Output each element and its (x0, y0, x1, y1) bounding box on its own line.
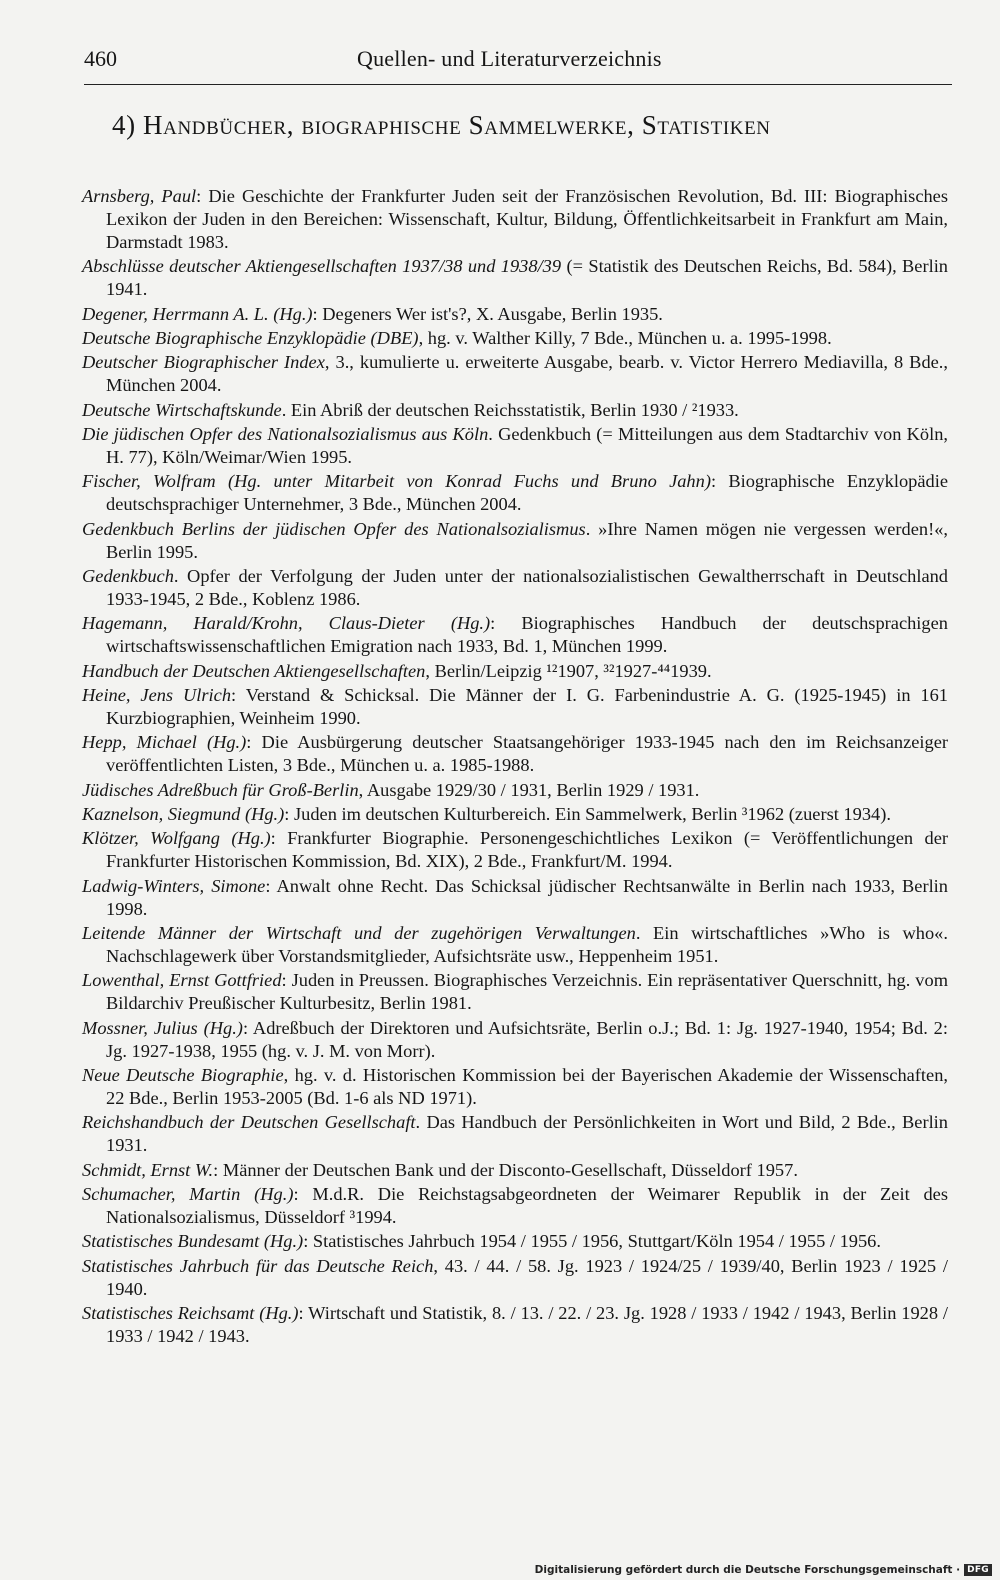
entry-separator: , (324, 352, 336, 373)
entry-author: Degener, Herrmann A. L. (Hg.) (82, 303, 313, 324)
bibliography-entry (82, 470, 948, 516)
entry-author: Neue Deutsche Biographie (82, 1065, 284, 1086)
entry-author: Handbuch der Deutschen Aktiengesellschaften (82, 660, 426, 681)
entry-separator: , (358, 779, 367, 800)
entry-text: Ein Abriß der deutschen Reichsstatistik, Berlin 1930 / ²1933. (290, 399, 739, 420)
section-heading: 4) Handbücher, biographische Sammelwerke, Statistiken (112, 110, 771, 140)
bibliography-entry (82, 779, 948, 802)
bibliography-entry (82, 922, 948, 968)
entry-separator: : (246, 732, 262, 753)
entry-separator: . (415, 1112, 427, 1133)
entry-author: Statistisches Bundesamt (Hg.) (82, 1231, 304, 1252)
entry-separator: . (635, 923, 654, 944)
entry-text: Berlin/Leipzig ¹²1907, ³²1927-⁴⁴1939. (434, 660, 712, 681)
dfg-logo: DFG (964, 1564, 992, 1576)
entry-author: Heine, Jens Ulrich (82, 685, 232, 706)
bibliography-entry (82, 660, 948, 683)
entry-separator: : (303, 1231, 313, 1252)
entry-separator: : (265, 875, 277, 896)
bibliography-list (82, 185, 948, 1349)
bibliography-entry (82, 399, 948, 422)
bibliography-entry (82, 731, 948, 777)
entry-text: Biographisches Handbuch der deutschsprachigen wirtschaftswissenschaftlichen Emigration nach 1933, Bd. 1, München 1999. (106, 613, 948, 657)
bibliography-entry (82, 185, 948, 254)
entry-text: M.d.R. Die Reichstagsabgeordneten der Weimarer Republik in der Zeit des Nationalsozialismus, Düsseldorf ³1994. (106, 1184, 948, 1227)
entry-separator: : (231, 685, 246, 706)
entry-author: Klötzer, Wolfgang (Hg.) (82, 828, 271, 849)
funding-note: Digitalisierung gefördert durch die Deutsche Forschungsgemeinschaft · (534, 1564, 961, 1576)
entry-text: Die Geschichte der Frankfurter Juden seit der Französischen Revolution, Bd. III: Biographisches Lexikon der Juden in den Bereichen: Wissenschaft, Kultur, Bildung, Öffentlichkeitsarbeit in Frankfurt am Main, Darmstadt 1983. (106, 186, 948, 252)
entry-text: Opfer der Verfolgung der Juden unter der nationalsozialistischen Gewaltherrschaft in Deutschland 1933-1945, 2 Bde., Koblenz 1986. (106, 566, 948, 609)
entry-text: Wirtschaft und Statistik, 8. / 13. / 22. / 23. Jg. 1928 / 1933 / 1942 / 1943, Berlin 1928 / 1933 / 1942 / 1943. (106, 1303, 949, 1346)
entry-separator: , (283, 1065, 295, 1086)
entry-author: Schmidt, Ernst W. (82, 1159, 214, 1180)
entry-text: Anwalt ohne Recht. Das Schicksal jüdischer Rechtsanwälte in Berlin nach 1933, Berlin 1998. (106, 875, 948, 919)
entry-author: Kaznelson, Siegmund (Hg.) (82, 804, 285, 825)
entry-separator: : (196, 186, 209, 206)
entry-separator: : (213, 1159, 223, 1180)
entry-text: Degeners Wer ist's?, X. Ausgabe, Berlin 1935. (322, 303, 663, 324)
entry-separator: . (488, 424, 499, 445)
entry-author: Statistisches Reichsamt (Hg.) (82, 1303, 299, 1324)
entry-text: Ausgabe 1929/30 / 1931, Berlin 1929 / 1931. (366, 779, 700, 800)
bibliography-entry (82, 255, 948, 301)
entry-author: Deutscher Biographischer Index (82, 352, 325, 373)
entry-separator: , (425, 660, 435, 681)
entry-author: Statistisches Jahrbuch für das Deutsche Reich (82, 1255, 434, 1276)
entry-text: Die Ausbürgerung deutscher Staatsangehöriger 1933-1945 nach den im Reichsanzeiger veröffentlichten Listen, 3 Bde., München u. a. 1985-1988. (106, 732, 948, 776)
bibliography-entry (82, 1017, 948, 1063)
entry-author: Deutsche Biographische Enzyklopädie (DBE) (82, 327, 419, 348)
entry-separator: : (284, 804, 294, 825)
entry-author: Gedenkbuch Berlins der jüdischen Opfer des Nationalsozialismus (82, 518, 586, 539)
entry-author: Deutsche Wirtschaftskunde (82, 399, 282, 420)
entry-author: Hagemann, Harald/Krohn, Claus-Dieter (Hg.) (82, 613, 491, 634)
entry-author: Abschlüsse deutscher Aktiengesellschaften 1937/38 und 1938/39 (82, 256, 562, 277)
bibliography-entry (82, 565, 948, 611)
bibliography-entry (82, 327, 948, 350)
entry-text: Frankfurter Biographie. Personengeschichtliches Lexikon (= Veröffentlichungen der Frankfurter Historischen Kommission, Bd. XIX), 2 Bde., Frankfurt/M. 1994. (106, 828, 948, 872)
entry-separator: : (293, 1184, 313, 1205)
entry-text: 43. / 44. / 58. Jg. 1923 / 1924/25 / 1939/40, Berlin 1923 / 1925 / 1940. (106, 1255, 948, 1299)
bibliography-entry (82, 303, 948, 326)
entry-author: Hepp, Michael (Hg.) (82, 732, 247, 753)
entry-author: Leitende Männer der Wirtschaft und der zugehörigen Verwaltungen (82, 923, 636, 944)
entry-text: 3., kumulierte u. erweiterte Ausgabe, bearb. v. Victor Herrero Mediavilla, 8 Bde., München 2004. (106, 352, 948, 396)
page-number: 460 (84, 46, 117, 71)
entry-separator: : (490, 613, 522, 634)
entry-separator: , (433, 1255, 445, 1276)
entry-author: Ladwig-Winters, Simone (82, 875, 266, 896)
entry-separator: : (242, 1017, 253, 1038)
bibliography-entry (82, 1255, 948, 1301)
entry-separator: : (710, 471, 729, 492)
entry-text: »Ihre Namen mögen nie vergessen werden!«, Berlin 1995. (106, 518, 948, 562)
bibliography-entry (82, 875, 948, 921)
entry-text: Gedenkbuch (= Mitteilungen aus dem Stadtarchiv von Köln, H. 77), Köln/Weimar/Wien 1995. (106, 424, 949, 467)
entry-text: Juden im deutschen Kulturbereich. Ein Sammelwerk, Berlin ³1962 (zuerst 1934). (294, 804, 891, 825)
entry-text: Ein wirtschaftliches »Who is who«. Nachschlagewerk über Vorstandsmitglieder, Aufsichtsräte usw., Heppenheim 1951. (106, 923, 948, 966)
entry-author: Gedenkbuch (82, 566, 174, 586)
entry-text: (= Statistik des Deutschen Reichs, Bd. 584), Berlin 1941. (106, 256, 949, 300)
entry-separator: : (312, 303, 323, 324)
bibliography-entry (82, 684, 948, 730)
bibliography-entry (82, 1111, 948, 1157)
bibliography-entry (82, 612, 948, 658)
bibliography-entry (82, 827, 948, 873)
entry-separator: . (585, 518, 599, 539)
bibliography-entry (82, 803, 948, 826)
bibliography-entry (82, 969, 948, 1015)
running-head: Quellen- und Literaturverzeichnis (357, 46, 662, 71)
bibliography-entry (82, 1230, 948, 1253)
entry-author: Jüdisches Adreßbuch für Groß-Berlin (82, 779, 359, 800)
entry-text: Juden in Preussen. Biographisches Verzeichnis. Ein repräsentativer Querschnitt, hg. vom Bildarchiv Preußischer Kulturbesitz, Berlin 1981. (106, 970, 949, 1014)
entry-text: hg. v. d. Historischen Kommission bei der Bayerischen Akademie der Wissenschaften, 22 Bde., Berlin 1953-2005 (Bd. 1-6 als ND 1971). (106, 1065, 948, 1108)
entry-author: Schumacher, Martin (Hg.) (82, 1184, 294, 1205)
footer (535, 1564, 992, 1576)
entry-text: Verstand & Schicksal. Die Männer der I. G. Farbenindustrie A. G. (1925-1945) in 161 Kurzbiographien, Weinheim 1990. (106, 685, 949, 728)
entry-author: Lowenthal, Ernst Gottfried (82, 970, 282, 991)
bibliography-entry (82, 423, 948, 469)
entry-author: Arnsberg, Paul (82, 186, 197, 206)
bibliography-entry (82, 1064, 948, 1110)
bibliography-entry (82, 351, 948, 397)
entry-separator: : (270, 828, 288, 849)
entry-author: Die jüdischen Opfer des Nationalsozialismus aus Köln (82, 424, 489, 445)
bibliography-entry (82, 1159, 948, 1182)
entry-text: Das Handbuch der Persönlichkeiten in Wort und Bild, 2 Bde., Berlin 1931. (106, 1112, 948, 1156)
entry-separator: . (281, 399, 291, 420)
entry-text: hg. v. Walther Killy, 7 Bde., München u. a. 1995-1998. (427, 327, 832, 348)
entry-text: Männer der Deutschen Bank und der Disconto-Gesellschaft, Düsseldorf 1957. (222, 1159, 798, 1180)
entry-separator: , (418, 327, 428, 348)
entry-separator: . (173, 566, 188, 586)
entry-author: Fischer, Wolfram (Hg. unter Mitarbeit von Konrad Fuchs und Bruno Jahn) (82, 471, 711, 492)
entry-separator: : (298, 1303, 309, 1324)
entry-author: Reichshandbuch der Deutschen Gesellschaft (82, 1112, 416, 1133)
bibliography-entry (82, 518, 948, 564)
page-header (84, 44, 952, 85)
entry-text: Statistisches Jahrbuch 1954 / 1955 / 1956, Stuttgart/Köln 1954 / 1955 / 1956. (312, 1231, 881, 1252)
entry-text: Biographische Enzyklopädie deutschsprachiger Unternehmer, 3 Bde., München 2004. (106, 471, 948, 515)
bibliography-entry (82, 1183, 948, 1229)
bibliography-entry (82, 1302, 948, 1348)
entry-text: Adreßbuch der Direktoren und Aufsichtsräte, Berlin o.J.; Bd. 1: Jg. 1927-1940, 1954; Bd. 2: Jg. 1927-1938, 1955 (hg. v. J. M. von Morr). (106, 1017, 948, 1061)
entry-separator: : (281, 970, 292, 991)
entry-author: Mossner, Julius (Hg.) (82, 1017, 243, 1038)
